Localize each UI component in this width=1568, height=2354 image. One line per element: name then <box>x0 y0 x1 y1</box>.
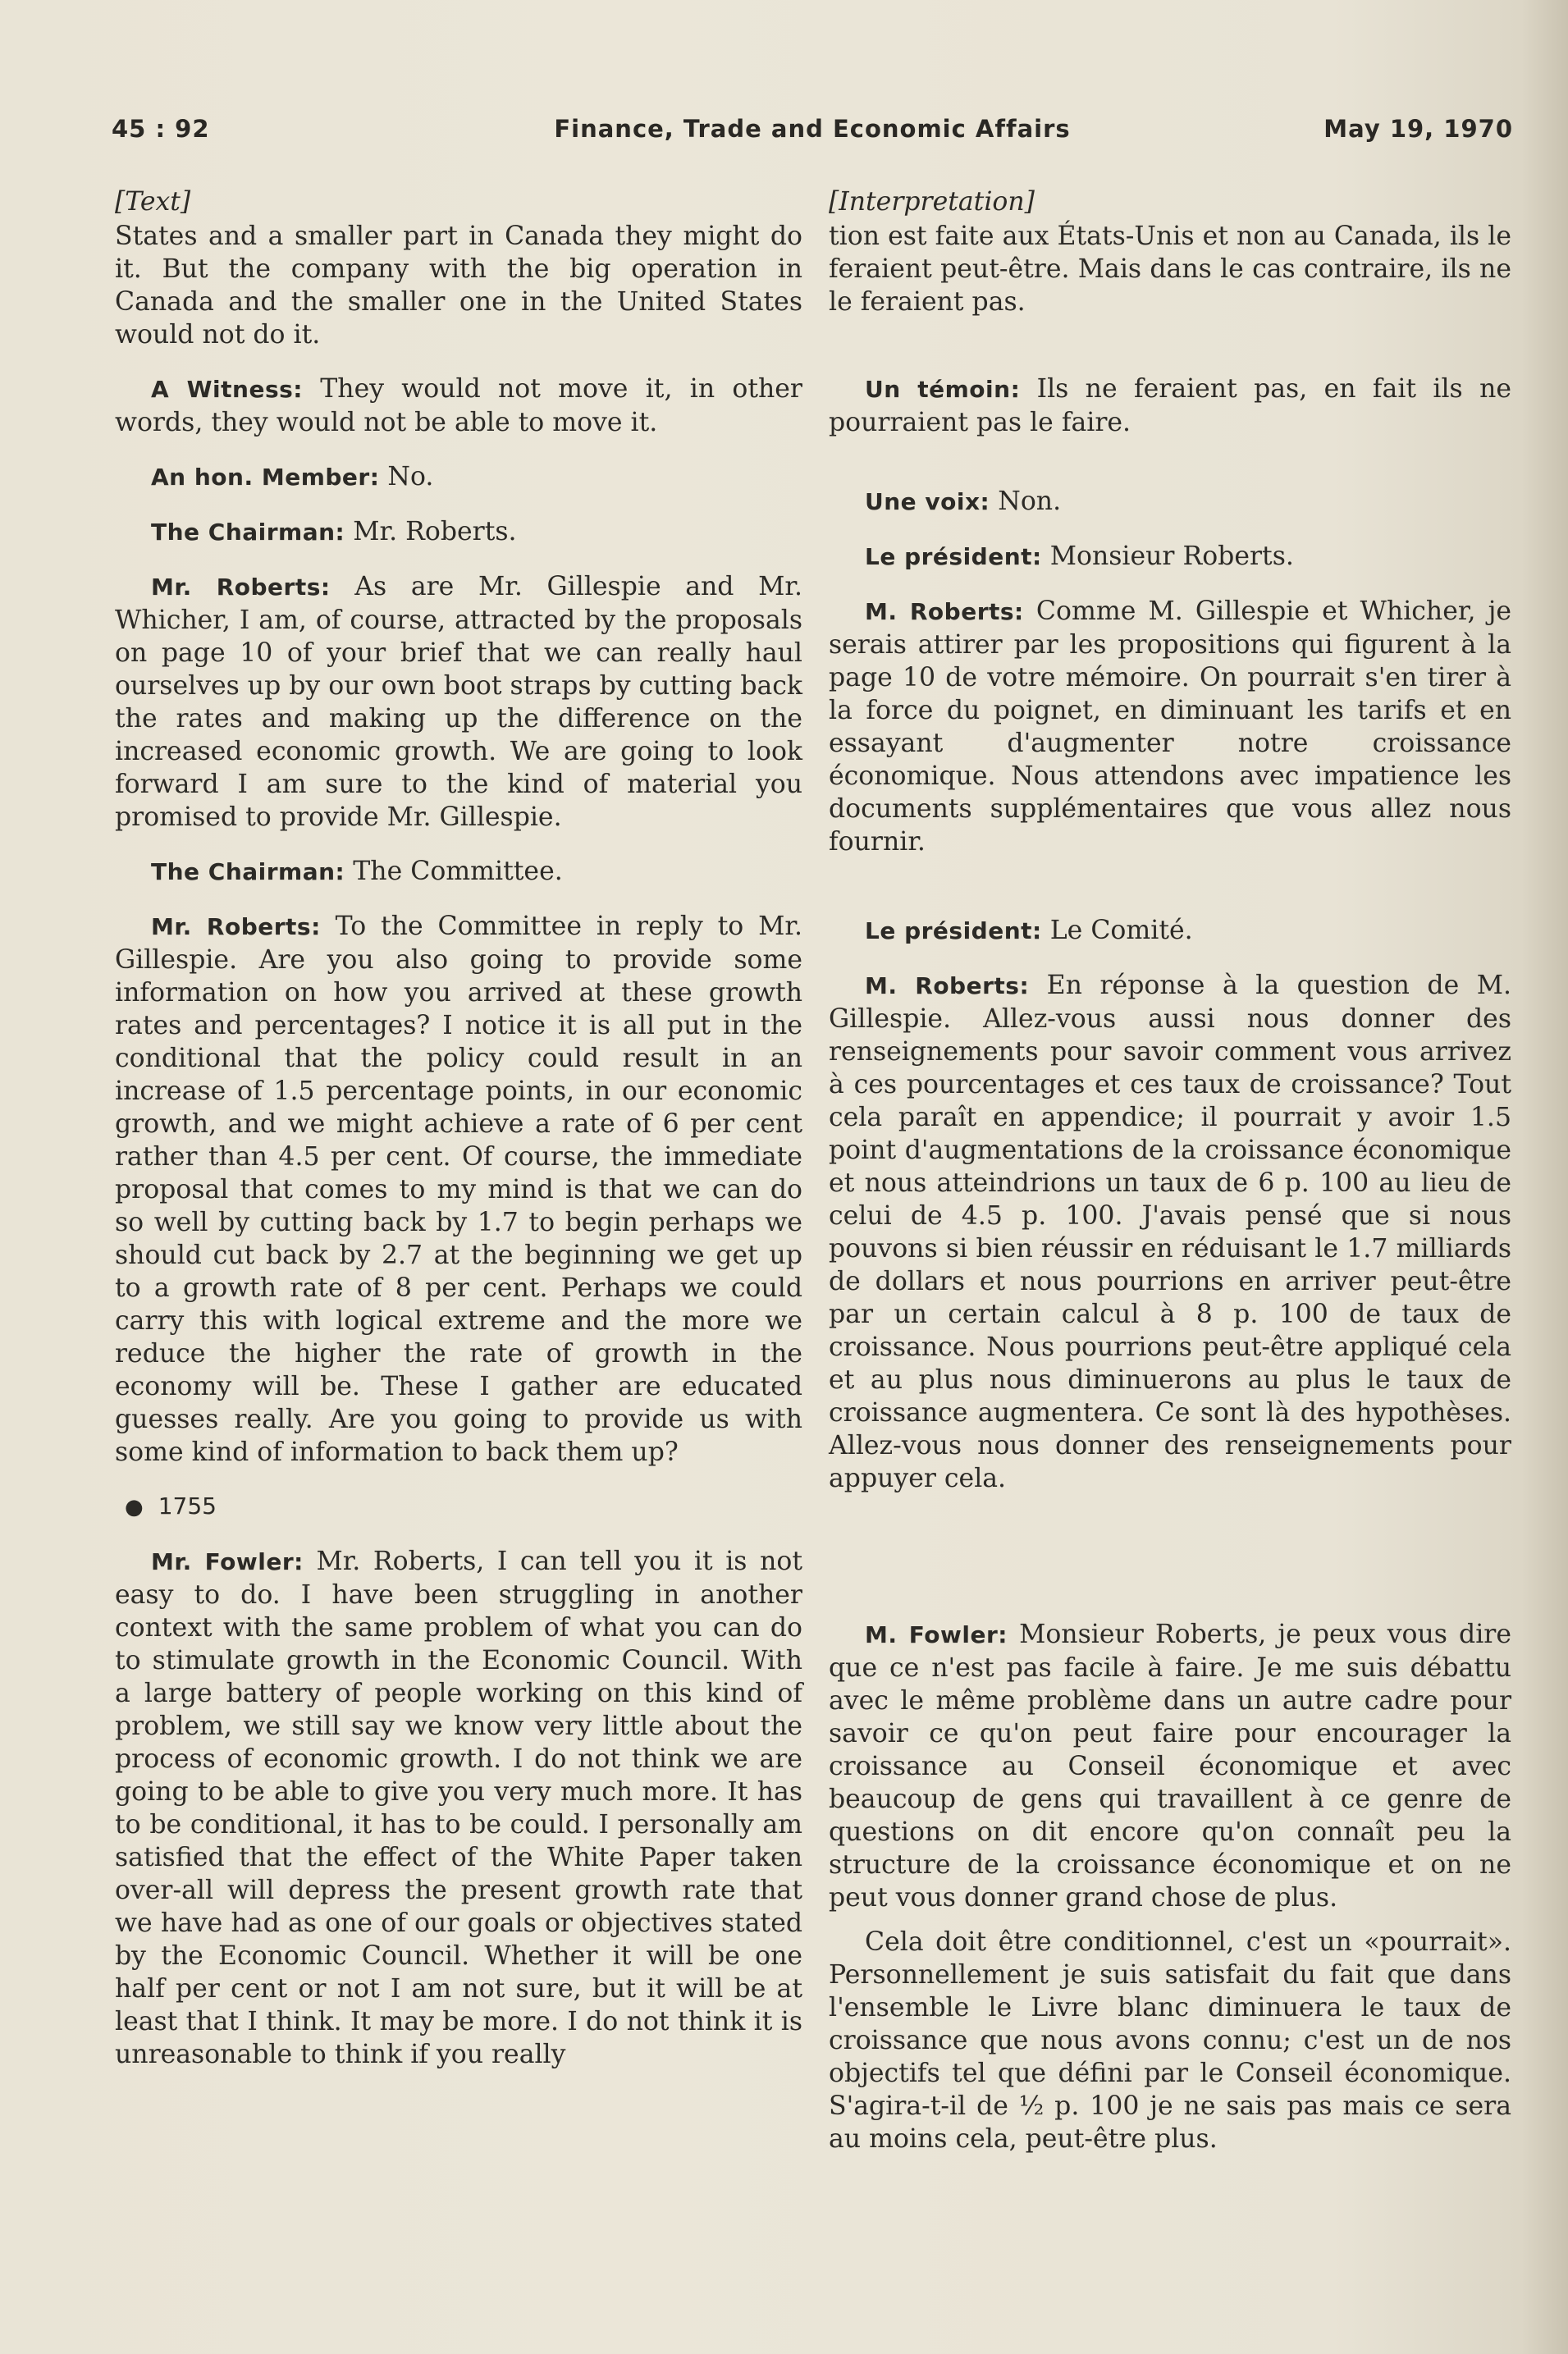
speech-text: Mr. Roberts. <box>345 517 517 546</box>
speech-paragraph <box>829 373 1511 439</box>
speech-text: Mr. Roberts, I can tell you it is not easy to do. I have been struggling in another context with the same problem of what you can do to stimulate growth in the Economic Council. With a large battery of people working on this kind of problem, we still say we know very little about the process of economic growth. I do not think we are going to be able to give you very much more. It has to be conditional, it has to be could. I personally am satisfied that the effect of the White Paper taken over-all will depress the present growth rate that we have had as one of our goals or objectives stated by the Economic Council. Whether it will be one half per cent or not I am not sure, but it will be at least that I think. It may be more. I do not think it is unreasonable to think if you really <box>115 1547 802 2069</box>
speaker-name: The Chairman: <box>151 519 345 546</box>
speech-paragraph <box>115 570 802 834</box>
speech-paragraph <box>829 969 1511 1495</box>
speech-paragraph <box>829 1618 1511 1914</box>
paragraph: tion est faite aux États-Unis et non au Canada, ils le feraient peut-être. Mais dans le cas contraire, ils ne le feraient pas. <box>829 222 1511 317</box>
speech-paragraph <box>829 914 1511 948</box>
page-header <box>112 115 1513 156</box>
speech-text: Comme M. Gillespie et Whicher, je serais attirer par les propositions qui figurent à la page 10 de votre mémoire. On pourrait s'en tirer à la force du poignet, en diminuant les tarifs et en essayant d'augmenter notre croissance économique. Nous attendons avec impatience les documents supplémentaires que vous allez nous fournir. <box>829 596 1511 857</box>
column-tag: [Text] <box>115 187 191 217</box>
speaker-name: M. Roberts: <box>865 972 1030 999</box>
speaker-name: M. Roberts: <box>865 598 1024 625</box>
column-tag: [Interpretation] <box>829 187 1035 217</box>
speaker-name: Le président: <box>865 917 1042 944</box>
speech-paragraph <box>829 595 1511 858</box>
paragraph: Cela doit être conditionnel, c'est un «pourrait». Personnellement je suis satisfait du fait que dans l'ensemble le Livre blanc diminuera le taux de croissance que nous avons connu; c'est un de nos objectifs tel que défini par le Conseil économique. S'agira-t-il de ½ p. 100 je ne sais pas mais ce sera au moins cela, peut-être plus. <box>829 1927 1511 2154</box>
speech-paragraph <box>115 373 802 439</box>
speech-paragraph <box>115 1545 802 2071</box>
speech-paragraph <box>829 540 1511 574</box>
speaker-name: M. Fowler: <box>865 1621 1008 1648</box>
time-marker <box>115 1490 802 1524</box>
speech-text: Non. <box>990 487 1062 516</box>
speech-paragraph <box>829 485 1511 519</box>
speaker-name: Un témoin: <box>865 376 1021 403</box>
speech-paragraph <box>115 515 802 549</box>
speaker-name: Mr. Roberts: <box>151 574 331 601</box>
speaker-name: Une voix: <box>865 488 990 515</box>
speaker-name: Mr. Roberts: <box>151 913 321 940</box>
paragraph: States and a smaller part in Canada they might do it. But the company with the big operation in Canada and the smaller one in the United States would not do it. <box>115 222 802 350</box>
speaker-name: Le président: <box>865 543 1042 570</box>
speech-text: En réponse à la question de M. Gillespie. Allez-vous aussi nous donner des renseignements pour savoir comment vous arrivez à ces pourcentages et ces taux de croissance? Tout cela paraît en appendice; il pourrait y avoir 1.5 point d'augmentations de la croissance économique et nous atteindrions un taux de 6 p. 100 au lieu de celui de 4.5 p. 100. J'avais pensé que si nous pouvons si bien réussir en réduisant le 1.7 milliards de dollars et nous pourrions en arriver peut-être par un certain calcul à 8 p. 100 de taux de croissance. Nous pourrions peut-être appliqué cela et au plus nous diminuerons au plus le taux de croissance augmentera. Ce sont là des hypothèses. Allez-vous nous donner des renseignements pour appuyer cela. <box>829 971 1511 1493</box>
speech-text: They would not move it, in other words, they would not be able to move it. <box>115 374 802 437</box>
speech-text: No. <box>379 462 434 491</box>
page-number: 45 : 92 <box>112 115 210 143</box>
speech-text: To the Committee in reply to Mr. Gillespie. Are you also going to provide some information on how you arrived at these growth rates and percentages? I notice it is all put in the conditional that the policy could result in an increase of 1.5 percentage points, in our economic growth, and we might achieve a rate of 6 per cent rather than 4.5 per cent. Of course, the immediate proposal that comes to my mind is that we can do so well by cutting back by 1.7 to begin perhaps we should cut back by 2.7 at the beginning we get up to a growth rate of 8 per cent. Perhaps we could carry this with logical extreme and the more we reduce the higher the rate of growth in the economy will be. These I gather are educated guesses really. Are you going to provide us with some kind of information to back them up? <box>115 912 802 1467</box>
english-column <box>115 185 802 2071</box>
time-marker-value: 1755 <box>158 1492 217 1520</box>
speech-text: As are Mr. Gillespie and Mr. Whicher, I am, of course, attracted by the proposals on page 10 of your brief that we can really haul ourselves up by our own boot straps by cutting back the rates and making up the difference on the increased economic growth. We are going to look forward I am sure to the kind of material you promised to provide Mr. Gillespie. <box>115 572 802 832</box>
speech-paragraph <box>115 910 802 1469</box>
speech-text: Ils ne feraient pas, en fait ils ne pourraient pas le faire. <box>829 374 1511 437</box>
french-column <box>829 185 1511 2155</box>
bullet-icon: ● <box>125 1495 144 1520</box>
speaker-name: A Witness: <box>151 376 303 403</box>
speech-paragraph <box>115 855 802 889</box>
page-date: May 19, 1970 <box>1323 115 1513 143</box>
speech-text: Monsieur Roberts. <box>1041 542 1294 571</box>
speech-text: The Committee. <box>345 857 563 886</box>
speech-text: Monsieur Roberts, je peux vous dire que ce n'est pas facile à faire. Je me suis débattu avec le même problème dans un autre cadre pour savoir ce qu'on peut faire pour encourager la croissance au Conseil économique et avec beaucoup de gens qui travaillent à ce genre de questions on dit encore qu'on connaît peu la structure de la croissance économique et on ne peut vous donner grand chose de plus. <box>829 1620 1511 1913</box>
speech-text: Le Comité. <box>1041 916 1193 945</box>
speech-paragraph <box>115 460 802 494</box>
speaker-name: The Chairman: <box>151 858 345 885</box>
running-title: Finance, Trade and Economic Affairs <box>554 115 1071 143</box>
speaker-name: Mr. Fowler: <box>151 1548 304 1575</box>
speaker-name: An hon. Member: <box>151 464 380 491</box>
